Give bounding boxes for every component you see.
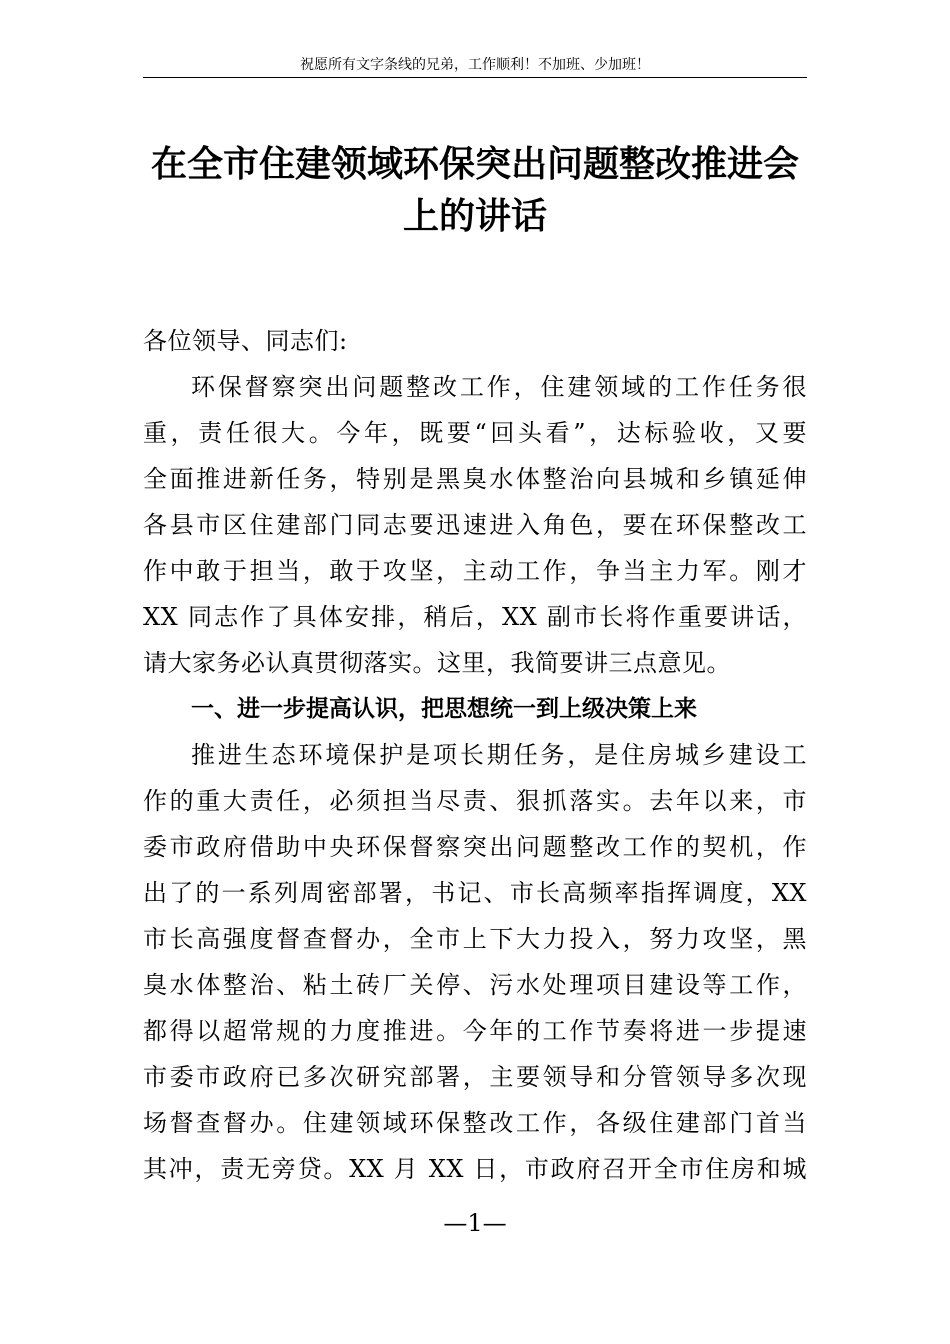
paragraph-line: XX 同志作了具体安排，稍后，XX 副市长将作重要讲话， <box>143 603 807 631</box>
paragraph-line: 重，责任很大。今年，既要“回头看”，达标验收，又要 <box>143 419 807 447</box>
paragraph-line: 请大家务必认真贯彻落实。这里，我简要讲三点意见。 <box>143 649 731 677</box>
document-body <box>143 318 807 1192</box>
paragraph-line: 场督查督办。住建领域环保整改工作，各级住建部门首当 <box>143 1109 807 1137</box>
paragraph-line: 全面推进新任务，特别是黑臭水体整治向县城和乡镇延伸 <box>143 465 807 493</box>
paragraph-line: 作中敢于担当，敢于攻坚，主动工作，争当主力军。刚才 <box>143 557 807 585</box>
paragraph-line: 环保督察突出问题整改工作，住建领域的工作任务很 <box>191 373 807 401</box>
paragraph-line: 臭水体整治、粘土砖厂关停、污水处理项目建设等工作， <box>143 971 807 999</box>
paragraph-line: 各县市区住建部门同志要迅速进入角色，要在环保整改工 <box>143 511 807 539</box>
salutation: 各位领导、同志们: <box>143 327 348 355</box>
paragraph-line: 都得以超常规的力度推进。今年的工作节奏将进一步提速 <box>143 1017 807 1045</box>
paragraph-line: 其冲，责无旁贷。XX 月 XX 日，市政府召开全市住房和城 <box>143 1155 807 1183</box>
paragraph-2 <box>143 732 807 1192</box>
header-divider <box>143 77 807 78</box>
paragraph-line: 推进生态环境保护是项长期任务，是住房城乡建设工 <box>191 741 807 769</box>
section-heading-1: 一、进一步提高认识，把思想统一到上级决策上来 <box>191 696 697 722</box>
paragraph-line: 作的重大责任，必须担当尽责、狠抓落实。去年以来，市 <box>143 787 807 815</box>
paragraph-line: 出了的一系列周密部署，书记、市长高频率指挥调度，XX <box>143 879 807 907</box>
paragraph-1 <box>143 364 807 686</box>
paragraph-line: 市委市政府已多次研究部署，主要领导和分管领导多次现 <box>143 1063 807 1091</box>
paragraph-line: 委市政府借助中央环保督察突出问题整改工作的契机，作 <box>143 833 807 861</box>
paragraph-line: 市长高强度督查督办，全市上下大力投入，努力攻坚，黑 <box>143 925 807 953</box>
title-line-2: 上的讲话 <box>402 195 547 237</box>
page-number: —1— <box>443 1209 507 1237</box>
page-header-text: 祝愿所有文字条线的兄弟，工作顺利！不加班、少加班！ <box>300 57 650 73</box>
title-line-1: 在全市住建领域环保突出问题整改推进会 <box>150 143 799 185</box>
document-title <box>143 138 807 242</box>
